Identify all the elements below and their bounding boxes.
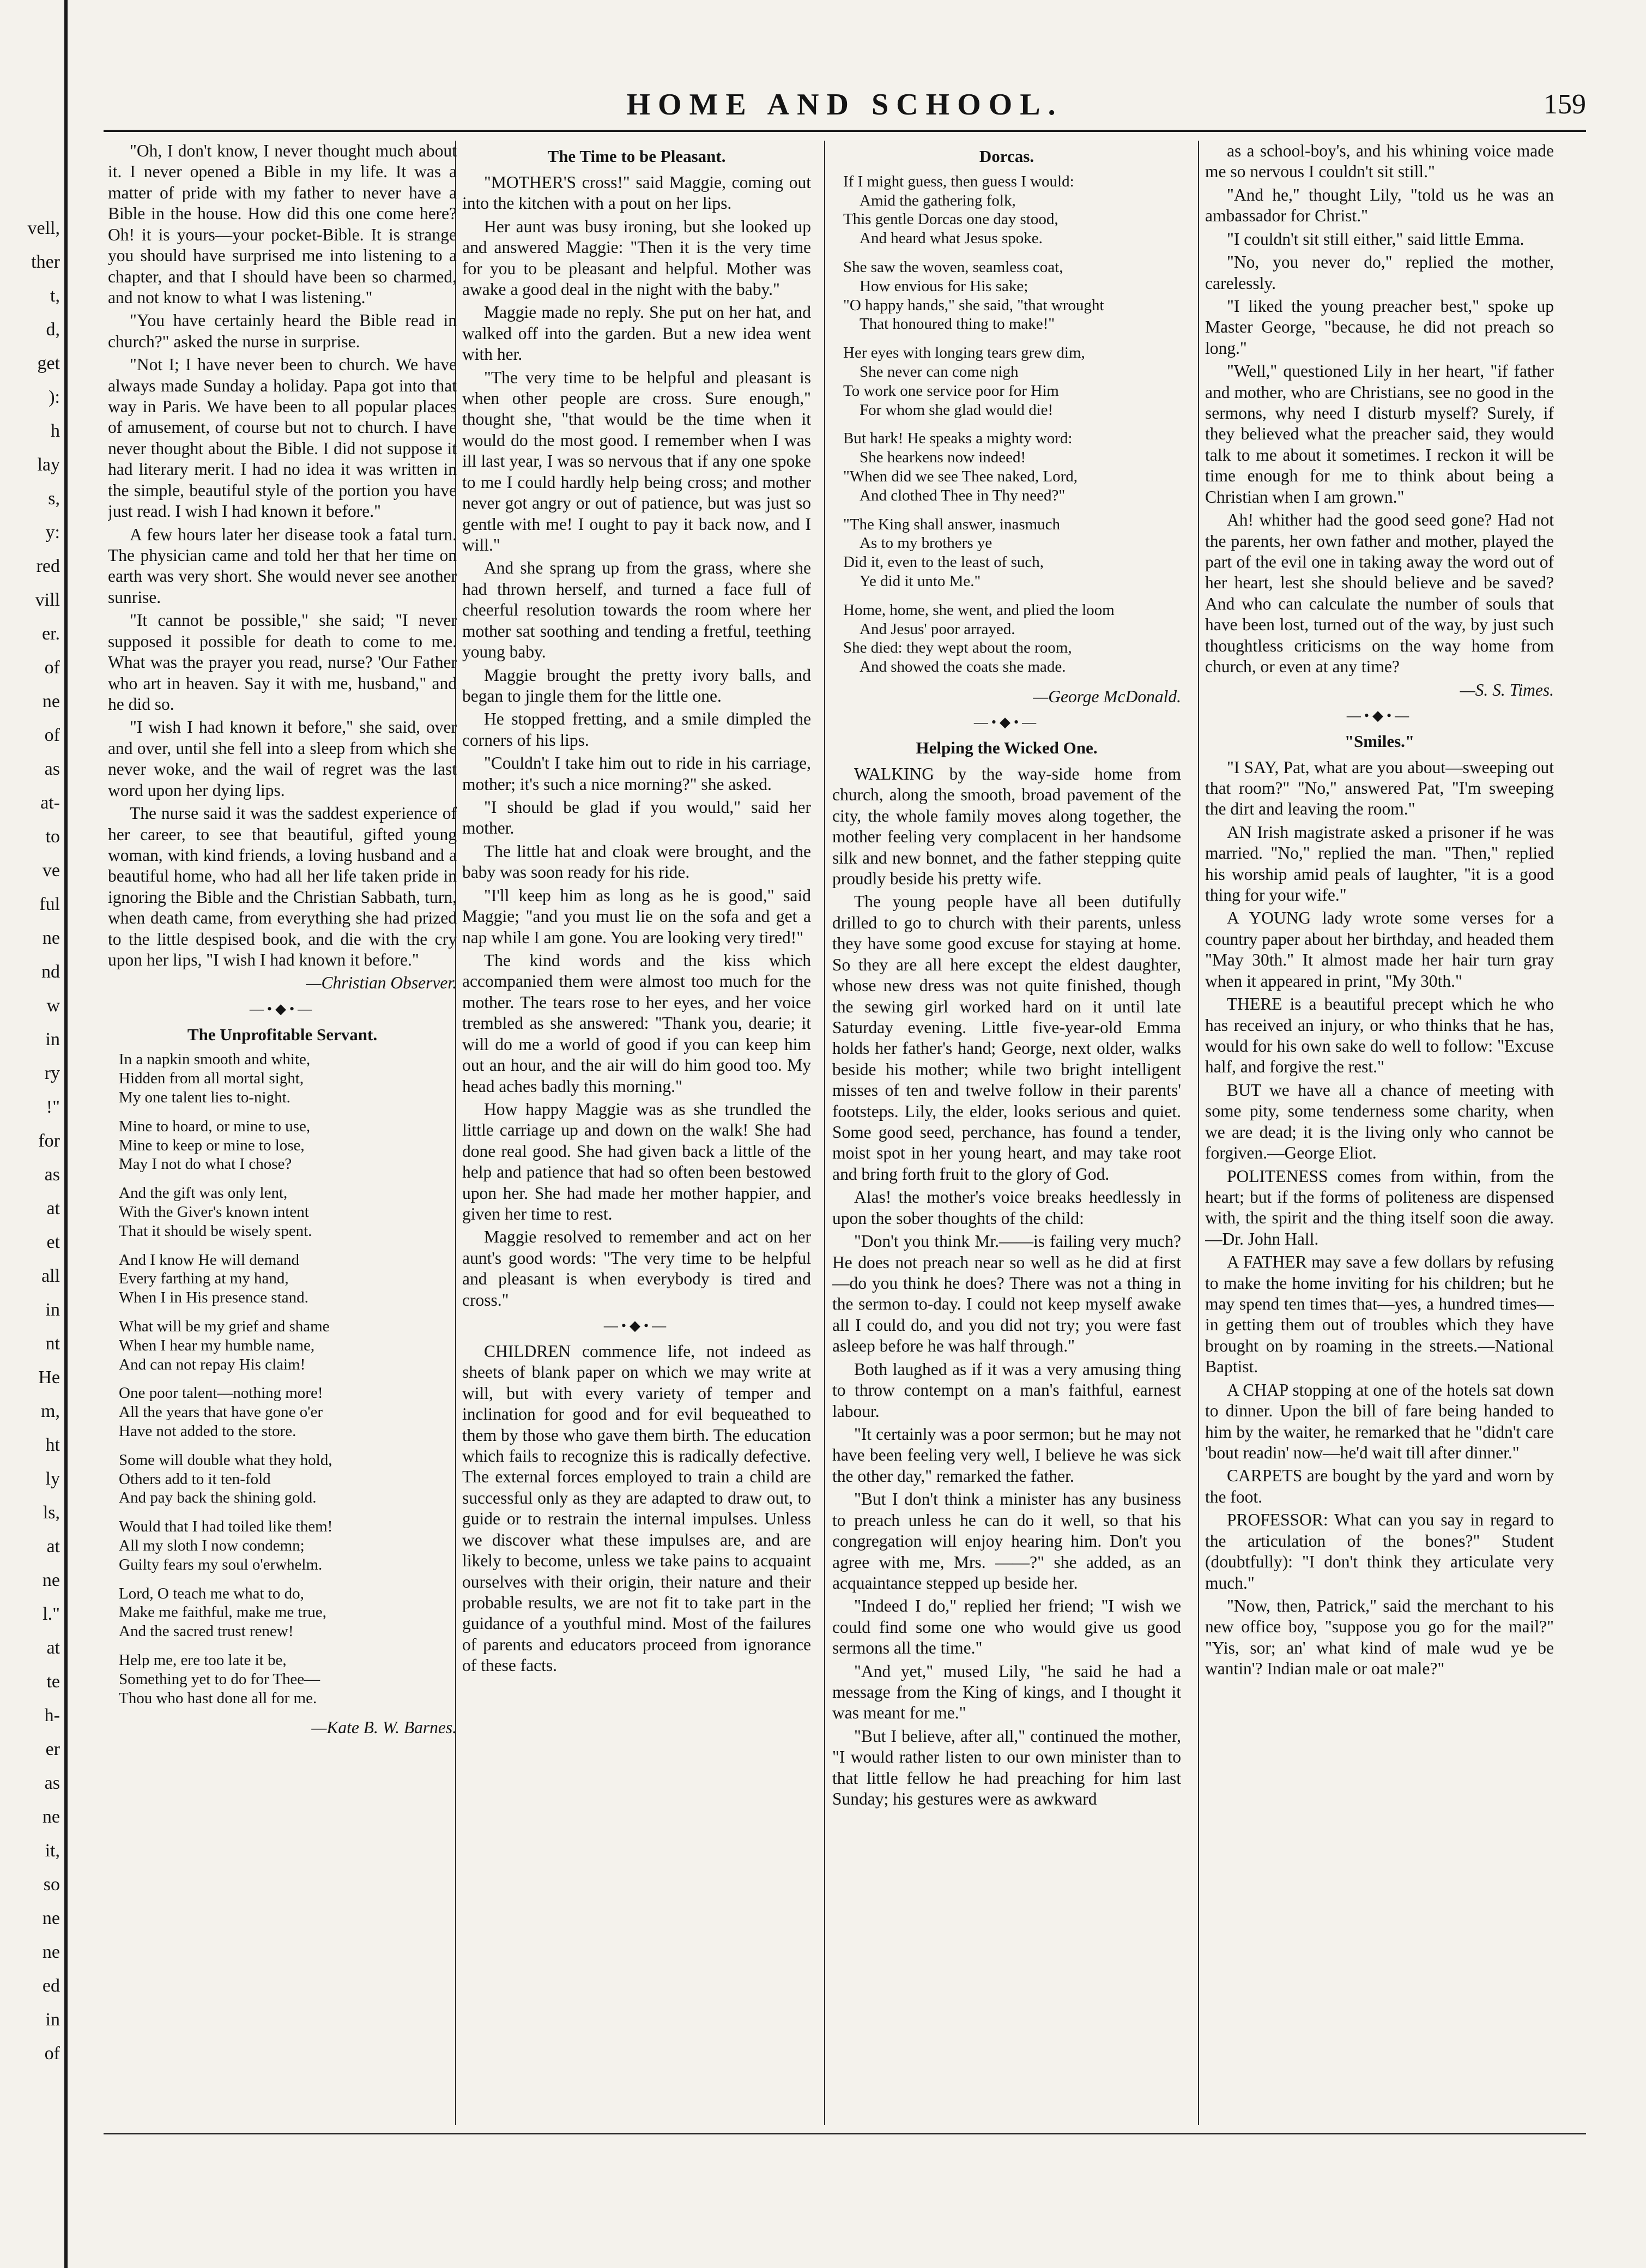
previous-page-fragment: l." — [43, 1604, 60, 1624]
previous-page-fragment: t, — [50, 286, 60, 306]
poem-line: Lord, O teach me what to do, — [119, 1584, 304, 1602]
paragraph: "You have certainly heard the Bible read in church?" asked the nurse in surprise. — [108, 311, 457, 351]
poem-line: Amid the gathering folk, — [860, 191, 1016, 209]
poem-line: That it should be wisely spent. — [119, 1222, 312, 1240]
previous-page-fragment: ne — [42, 1942, 60, 1962]
previous-page-fragment: to — [45, 827, 60, 847]
previous-page-fragment: of — [44, 2043, 60, 2064]
previous-page-fragment: He — [38, 1367, 60, 1388]
poem-line: All my sloth I now condemn; — [119, 1536, 305, 1554]
poem-line: How envious for His sake; — [860, 277, 1028, 295]
page-number: 159 — [1544, 89, 1586, 120]
previous-page-fragment: s, — [48, 488, 60, 509]
footer-rule — [104, 2133, 1586, 2134]
poem-line: And the sacred trust renew! — [119, 1622, 294, 1640]
poem-line: And heard what Jesus spoke. — [860, 230, 1043, 248]
article-title: Helping the Wicked One. — [916, 738, 1098, 758]
paragraph: A few hours later her disease took a fatal turn. The physician came and told her that her time on earth was very short. She would never see another sunrise. — [108, 524, 457, 607]
poem-line: To work one service poor for Him — [843, 382, 1059, 400]
paragraph: "Couldn't I take him out to ride in his carriage, mother; it's such a nice morning?" she asked. — [462, 753, 811, 794]
poem-line: Ye did it unto Me." — [860, 572, 981, 590]
previous-page-fragment: ve — [42, 860, 60, 880]
previous-page-fragment: ): — [49, 387, 60, 407]
paragraph: Ah! whither had the good seed gone? Had not the parents, her own father and mother, played the part of the evil one in taking away the word out of her heart, lest she should believe and be saved? And who can calculate the number of souls that have been lost, turned out of the way, by just such thoughtless criticisms on the way home from church, or even at any time? — [1205, 510, 1554, 677]
article-credit: —Christian Observer. — [306, 973, 457, 993]
previous-page-fragment: ly — [45, 1469, 60, 1489]
previous-page-fragment: get — [37, 353, 60, 373]
poem-line: May I not do what I chose? — [119, 1155, 292, 1173]
article-time-to-be-pleasant — [462, 172, 811, 1311]
previous-page-edge — [0, 0, 68, 2268]
poem-line: Something yet to do for Thee— — [119, 1670, 320, 1688]
paragraph: CARPETS are bought by the yard and worn by the foot. — [1205, 1466, 1554, 1506]
paragraph: "It certainly was a poor sermon; but he may not have been feeling very well, I believe he was sick the other day," remarked the father. — [832, 1424, 1181, 1486]
paragraph: And she sprang up from the grass, where she had thrown herself, and turned a face full of cheerful resolution towards the room where her mother sat soothing and tending a fretful, teething young baby. — [462, 558, 811, 662]
previous-page-fragment: ful — [39, 894, 60, 914]
paragraph: A FATHER may save a few dollars by refusing to make the home inviting for his children; but he may spend ten times that—yes, a hundred times—in getting them out of troubles which they have brought on by roaming in the streets.—National Baptist. — [1205, 1252, 1554, 1377]
article-helping-the-wicked-one — [832, 764, 1181, 1810]
poem-line: Hidden from all mortal sight, — [119, 1070, 304, 1088]
paragraph: The kind words and the kiss which accompanied them were almost too much for the mother. The tears rose to her eyes, and her voice trembled as she answered: "Thank you, dearie; it will do me a world of good if you can keep him out an hour, and the air will do him good too. My head aches badly this morning." — [462, 951, 811, 1096]
poem-line: Guilty fears my soul o'erwhelm. — [119, 1555, 323, 1573]
paragraph: Maggie brought the pretty ivory balls, and began to jingle them for the little one. — [462, 665, 811, 705]
previous-page-fragment: all — [41, 1266, 60, 1286]
poem-line: Did it, even to the least of such, — [843, 553, 1044, 571]
paragraph: "I SAY, Pat, what are you about—sweeping out that room?" "No," answered Pat, "I'm sweeping the dirt and leaving the room." — [1205, 757, 1554, 819]
poem-line: She saw the woven, seamless coat, — [843, 258, 1063, 276]
poem-dorcas — [843, 172, 1181, 677]
previous-page-fragment: h — [51, 421, 60, 441]
poem-title: The Unprofitable Servant. — [187, 1024, 378, 1044]
previous-page-fragment: of — [44, 658, 60, 678]
previous-page-fragment: y: — [45, 522, 60, 542]
paragraph: How happy Maggie was as she trundled the little carriage up and down on the walk! She had done real good. She had given back a little of the help and patience that had so often been bestowed upon her. She had made her mother happier, and given her time to rest. — [462, 1099, 811, 1224]
article-helping-continuation — [1205, 141, 1554, 678]
previous-page-fragment: m, — [41, 1401, 60, 1421]
paragraph: WALKING by the way-side home from church, along the smooth, broad pavement of the city, the whole family moves along together, the mother feeling very complacent in her handsome silk and new bonnet, and the father stepping quite proudly beside his pretty wife. — [832, 764, 1181, 888]
header-rule — [104, 130, 1586, 132]
article-credit: —S. S. Times. — [1460, 680, 1554, 699]
previous-page-fragment: er. — [41, 624, 60, 644]
poem-line: And clothed Thee in Thy need?" — [860, 486, 1066, 504]
paragraph: "But I believe, after all," continued the mother, "I would rather listen to our own minister than to that little fellow he had preaching for him last Sunday; his gestures were as awkward — [832, 1726, 1181, 1809]
paragraph: Maggie made no reply. She put on her hat, and walked off into the garden. But a new idea went with her. — [462, 303, 811, 364]
poem-line: All the years that have gone o'er — [119, 1403, 323, 1421]
paragraph: "The very time to be helpful and pleasant is when other people are cross. Sure enough," thought she, "that would be the time when it would do the most good. I remember when I was ill last year, I was so nervous that if any one spoke to me I could hardly help being cross; and mother never got angry or out of patience, but was just so gentle with me! I ought to pay it back now, and I will." — [462, 367, 811, 554]
poem-line: Mine to hoard, or mine to use, — [119, 1117, 311, 1135]
previous-page-fragment: nt — [45, 1334, 60, 1354]
poem-line: As to my brothers ye — [860, 534, 993, 552]
previous-page-fragment: ne — [42, 691, 60, 711]
poem-line: Would that I had toiled like them! — [119, 1518, 333, 1536]
previous-page-fragment: as — [44, 1773, 60, 1793]
previous-page-fragment: at- — [40, 793, 60, 813]
paragraph: "And yet," mused Lily, "he said he had a message from the King of kings, and I thought it was meant for me." — [832, 1661, 1181, 1723]
paragraph: THERE is a beautiful precept which he who has received an injury, or who thinks that he has, would for his own sake do well to follow: "Excuse half, and forgive the rest." — [1205, 994, 1554, 1077]
previous-page-fragment: vell, — [27, 218, 60, 238]
section-ornament: —•◆•— — [973, 714, 1040, 731]
paragraph: The young people have all been dutifully drilled to go to church with their parents, unless they have some good excuse for staying at home. So they are all here except the eldest daughter, whose new dress was not quite finished, though the sewing girl worked hard on it until late Saturday evening. Little five-year-old Emma holds her father's hand; George, next older, walks beside his mother; while two bright intelligent misses of ten and twelve follow in their parents' footsteps. Lily, the elder, looks serious and quiet. Some good seed, perchance, has found a tender, moist spot in her young heart, and may take root and bring forth fruit to the glory of God. — [832, 892, 1181, 1184]
previous-page-fragment: ther — [31, 252, 60, 272]
paragraph: The nurse said it was the saddest experience of her career, to see that beautiful, gifted young woman, with kind friends, a loving husband and a beautiful home, who had all her life taken pride in ignoring the Bible and the Christian Sabbath, turn, when death came, from everything she had prized to the little despised book, and die with the cry upon her lips, "I wish I had known it before." — [108, 804, 457, 970]
paragraph: PROFESSOR: What can you say in regard to the articulation of the bones?" Student (doubtfully): "I don't think they articulate very much." — [1205, 1510, 1554, 1593]
poem-line: One poor talent—nothing more! — [119, 1384, 323, 1402]
poem-line: That honoured thing to make!" — [860, 315, 1055, 333]
previous-page-fragment: vill — [35, 590, 60, 610]
poem-credit: —Kate B. W. Barnes. — [311, 1718, 457, 1738]
previous-page-fragment: at — [46, 1638, 60, 1658]
poem-line: Have not added to the store. — [119, 1422, 296, 1440]
poem-line: If I might guess, then guess I would: — [843, 172, 1074, 190]
poem-line: Mine to keep or mine to lose, — [119, 1136, 305, 1154]
paragraph: The little hat and cloak were brought, and the baby was soon ready for his ride. — [462, 841, 811, 882]
paragraph: POLITENESS comes from within, from the heart; but if the forms of politeness are dispensed with, the spirit and the thing itself soon die away.—Dr. John Hall. — [1205, 1166, 1554, 1248]
previous-page-fragment: red — [36, 556, 60, 576]
paragraph: "And he," thought Lily, "told us he was an ambassador for Christ." — [1205, 185, 1554, 226]
paragraph: "I'll keep him as long as he is good," said Maggie; "and you must lie on the sofa and get a nap while I am gone. You are looking very tired!" — [462, 885, 811, 947]
poem-line: With the Giver's known intent — [119, 1203, 309, 1221]
poem-line: And the gift was only lent, — [119, 1184, 288, 1202]
paragraph: "Don't you think Mr.——is failing very much? He does not preach near so well as he did at first—do you think he does? There was not a thing in the sermon to-day. I could not keep myself awake all I could do, and you did not try; you were fast asleep before he was half through." — [832, 1232, 1181, 1356]
previous-page-fragment: lay — [37, 455, 60, 475]
poem-line: When I hear my humble name, — [119, 1336, 315, 1354]
paragraph: "Now, then, Patrick," said the merchant to his new office boy, "suppose you go for the mail?" "Yis, sor; an' what kind of male wud ye be wantin'? Indian male or oat male?" — [1205, 1596, 1554, 1679]
previous-page-fragment: te — [46, 1672, 60, 1692]
poem-line: And Jesus' poor arrayed. — [860, 620, 1015, 638]
paragraph: A CHAP stopping at one of the hotels sat down to dinner. Upon the bill of fare being handed to him by the waiter, he remarked that he "didn't care 'bout readin' now—he'd wait till after dinner." — [1205, 1380, 1554, 1462]
poem-line: Help me, ere too late it be, — [119, 1651, 287, 1669]
poem-unprofitable-servant — [119, 1050, 457, 1708]
paragraph: "Oh, I don't know, I never thought much about it. I never opened a Bible in my life. It was a matter of pride with my father to never have a Bible in the house. How did this one come here? Oh! it is yours—your pocket-Bible. It is strange you should have surprised me into listening to a chapter, and that I should have been so charmed, and not know to what I was listening." — [108, 141, 457, 307]
poem-line: Some will double what they hold, — [119, 1451, 332, 1469]
previous-page-fragment: at — [46, 1536, 60, 1557]
poem-line: When I in His presence stand. — [119, 1289, 308, 1307]
previous-page-fragment: h- — [44, 1705, 60, 1726]
previous-page-fragment: ry — [44, 1063, 60, 1083]
previous-page-fragment: nd — [41, 962, 60, 982]
running-title: HOME AND SCHOOL. — [626, 88, 1063, 122]
previous-page-fragment: as — [44, 759, 60, 779]
previous-page-fragment: for — [38, 1131, 60, 1151]
paragraph: Alas! the mother's voice breaks heedlessly in upon the sober thoughts of the child: — [832, 1187, 1181, 1228]
column-divider — [1198, 141, 1199, 2125]
paragraph: as a school-boy's, and his whining voice made me so nervous I couldn't sit still." — [1205, 141, 1554, 182]
paragraph: "I couldn't sit still either," said little Emma. — [1227, 229, 1524, 249]
previous-page-fragment: of — [44, 725, 60, 745]
poem-line: Thou who hast done all for me. — [119, 1689, 317, 1707]
poem-line: And showed the coats she made. — [860, 658, 1066, 676]
paragraph: AN Irish magistrate asked a prisoner if he was married. "No," replied the man. "Then," replied his worship amid peals of laughter, "it is a good thing for your wife." — [1205, 822, 1554, 905]
poem-line: For whom she glad would die! — [860, 401, 1054, 419]
poem-line: This gentle Dorcas one day stood, — [843, 210, 1058, 228]
poem-line: Others add to it ten-fold — [119, 1470, 271, 1488]
previous-page-fragment: ht — [45, 1435, 60, 1455]
poem-line: And can not repay His claim! — [119, 1355, 306, 1373]
previous-page-fragment: et — [46, 1232, 60, 1252]
paragraph: Both laughed as if it was a very amusing thing to throw contempt on a man's faithful, earnest labour. — [832, 1359, 1181, 1421]
paragraph: A YOUNG lady wrote some verses for a country paper about her birthday, and headed them "May 30th." It almost made her hair turn gray when it appeared in print, "My 30th." — [1205, 908, 1554, 991]
poem-line: She died: they wept about the room, — [843, 639, 1072, 657]
previous-page-fragment: it, — [45, 1841, 60, 1861]
previous-page-fragment: as — [44, 1165, 60, 1185]
previous-page-fragment: ed — [42, 1976, 60, 1996]
paragraph: "It cannot be possible," she said; "I never supposed it possible for death to come to me. What was the prayer you read, nurse? 'Our Father who art in heaven. Say it with me, husband," and he did so. — [108, 611, 457, 714]
article-title: The Time to be Pleasant. — [547, 147, 726, 166]
poem-line: She hearkens now indeed! — [860, 449, 1026, 467]
poem-line: What will be my grief and shame — [119, 1317, 330, 1335]
poem-line: My one talent lies to-night. — [119, 1089, 291, 1106]
column-1 — [108, 141, 457, 2125]
poem-line: She never can come nigh — [860, 363, 1019, 381]
paragraph: "I liked the young preacher best," spoke up Master George, "because, he did not preach so long." — [1205, 296, 1554, 358]
paragraph: "Not I; I have never been to church. We have always made Sunday a holiday. Papa got into that way in Paris. We have been to all popular places of amusement, of course but not to church. I have never thought about the Bible. I did not suppose it had literary merit. I had no idea it was written in the simple, beautiful style of the portion you have just read. I wish I had known it before." — [108, 355, 457, 521]
paragraph: BUT we have all a chance of meeting with some pity, some tenderness some charity, when we are dead; it is the living only who cannot be forgiven.—George Eliot. — [1205, 1080, 1554, 1163]
poem-title: Dorcas. — [979, 147, 1034, 166]
poem-line: Home, home, she went, and plied the loom — [843, 601, 1115, 619]
section-ornament: —•◆•— — [603, 1318, 670, 1334]
column-4 — [1205, 141, 1554, 2125]
previous-page-fragment: in — [45, 1029, 60, 1049]
poem-line: "When did we see Thee naked, Lord, — [843, 467, 1078, 485]
poem-line: "The King shall answer, inasmuch — [843, 515, 1061, 533]
poem-line: Every farthing at my hand, — [119, 1270, 289, 1288]
previous-page-fragment: er — [45, 1739, 60, 1759]
previous-page-fragment: ne — [42, 928, 60, 948]
previous-page-fragment: ne — [42, 1908, 60, 1928]
previous-page-fragment: ne — [42, 1570, 60, 1590]
previous-page-fragment: so — [43, 1874, 60, 1895]
paragraph: "But I don't think a minister has any business to preach unless he can do it well, so that his congregation will enjoy hearing him. Don't you agree with me, Mrs. ——?" she added, as an acquaintance stepped up beside her. — [832, 1489, 1181, 1593]
column-2 — [462, 141, 811, 2125]
section-ornament: —•◆•— — [1346, 707, 1413, 723]
poem-line: In a napkin smooth and white, — [119, 1051, 311, 1069]
paragraph: "Well," questioned Lily in her heart, "if father and mother, who are Christians, see no good in the sermons, why need I disturb myself? Surely, if they believed what the preacher said, they would talk to me about it sometimes. I reckon it will be time enough for me to think about being a Christian when I am grown." — [1205, 361, 1554, 506]
poem-line: "O happy hands," she said, "that wrought — [843, 296, 1104, 314]
poem-line: And I know He will demand — [119, 1251, 300, 1269]
paragraph: He stopped fretting, and a smile dimpled the corners of his lips. — [462, 709, 811, 750]
previous-page-fragment: !" — [46, 1097, 60, 1117]
previous-page-fragment: at — [46, 1198, 60, 1219]
column-3 — [832, 141, 1181, 2125]
previous-page-fragment: in — [45, 1300, 60, 1320]
poem-line: But hark! He speaks a mighty word: — [843, 430, 1073, 448]
paragraph: CHILDREN commence life, not indeed as sheets of blank paper on which we may write at will, but with every variety of temper and inclination for good and for evil bequeathed to them by those who gave them birth. The education which fails to recognize this is radically defective. The external forces employed to train a child are successful only as they are adapted to draw out, to guide or to restrain the internal impulses. Unless we discover what these impulses are, and are likely to become, unless we take pains to acquaint ourselves with their origin, their nature and their probable results, we are not fit to take part in the guidance of a youthful mind. Most of the failures of parents and educators proceed from ignorance of these facts. — [462, 1341, 811, 1675]
previous-page-fragment: ne — [42, 1807, 60, 1827]
paragraph: "No, you never do," replied the mother, carelessly. — [1205, 252, 1554, 293]
article-bible-continuation — [108, 141, 457, 970]
page-header — [104, 87, 1586, 125]
previous-page-fragment: w — [46, 996, 60, 1016]
poem-line: Her eyes with longing tears grew dim, — [843, 344, 1085, 362]
paragraph: Maggie resolved to remember and act on her aunt's good words: "The very time to be helpful and pleasant is when everybody is tired and cross." — [462, 1227, 811, 1310]
section-ornament: —•◆•— — [249, 1000, 316, 1017]
column-divider — [824, 141, 825, 2125]
section-title: "Smiles." — [1344, 731, 1415, 751]
paragraph: "Indeed I do," replied her friend; "I wish we could find some one who would give us good sermons all the time." — [832, 1596, 1181, 1658]
previous-page-fragment: d, — [46, 319, 60, 340]
previous-page-fragment: in — [45, 2010, 60, 2030]
poem-line: And pay back the shining gold. — [119, 1489, 317, 1507]
paragraph: "MOTHER'S cross!" said Maggie, coming out into the kitchen with a pout on her lips. — [462, 172, 811, 213]
paragraph: Her aunt was busy ironing, but she looked up and answered Maggie: "Then it is the very time for you to be pleasant and helpful. Mother was awake a good deal in the night with the baby." — [462, 216, 811, 299]
previous-page-fragment: ls, — [43, 1503, 60, 1523]
poem-line: Make me faithful, make me true, — [119, 1603, 326, 1621]
smiles-section — [1205, 757, 1554, 1680]
paragraph: "I should be glad if you would," said her mother. — [462, 798, 811, 838]
article-children — [462, 1341, 811, 1676]
paragraph: "I wish I had known it before," she said, over and over, until she fell into a sleep from which she never woke, and the wail of regret was the last word upon her dying lips. — [108, 717, 457, 800]
poem-credit: —George McDonald. — [1033, 686, 1181, 706]
